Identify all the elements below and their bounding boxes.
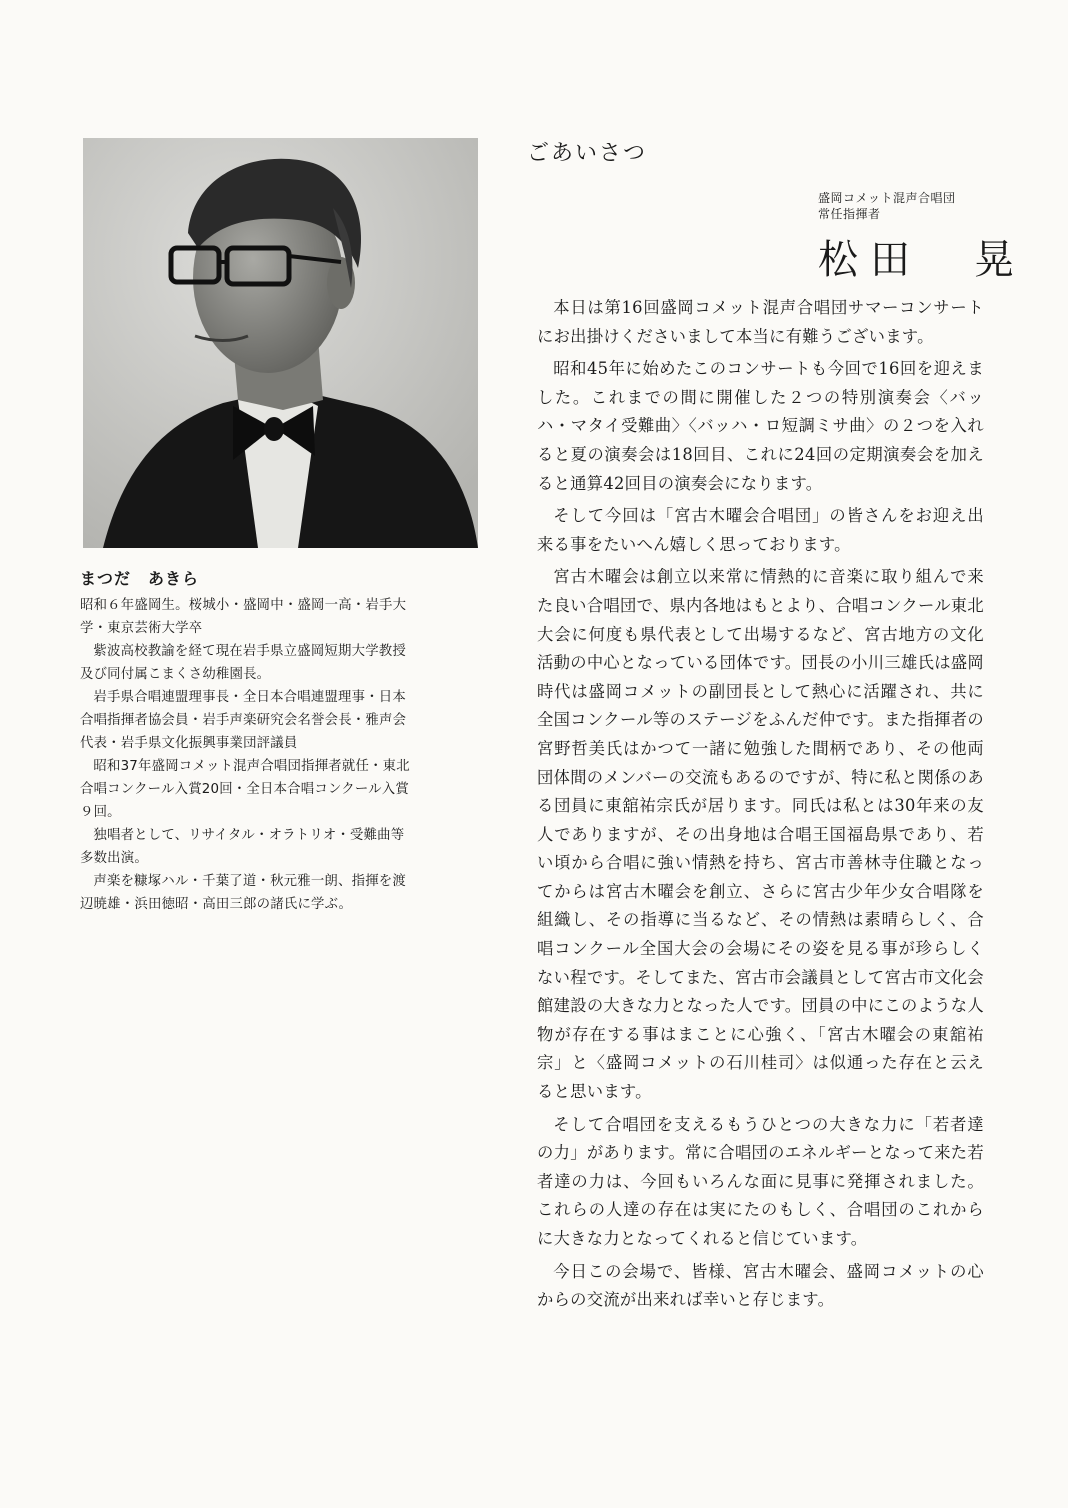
portrait-illustration xyxy=(83,138,478,548)
bio-paragraph: 昭和６年盛岡生。桜城小・盛岡中・盛岡一高・岩手大学・東京芸術大学卒 xyxy=(80,598,407,636)
bio-paragraph: 独唱者として、リサイタル・オラトリオ・受難曲等多数出演。 xyxy=(80,828,405,866)
conductor-affiliation xyxy=(818,190,956,222)
org-name: 盛岡コメット混声合唱団 xyxy=(818,191,956,205)
conductor-name: 松田 晃 xyxy=(818,237,1026,283)
greeting-paragraph: 本日は第16回盛岡コメット混声合唱団サマーコンサートにお出掛けくださいまして本当に有難うございます。 xyxy=(537,298,984,346)
conductor-portrait-photo xyxy=(83,138,478,548)
greeting-title: ごあいさつ xyxy=(527,141,648,166)
bio-paragraph: 昭和37年盛岡コメット混声合唱団指揮者就任・東北合唱コンクール入賞20回・全日本合唱コンクール入賞９回。 xyxy=(80,759,410,820)
bio-paragraph: 岩手県合唱連盟理事長・全日本合唱連盟理事・日本合唱指揮者協会員・岩手声楽研究会名誉会長・雅声会代表・岩手県文化振興事業団評議員 xyxy=(80,690,407,751)
greeting-paragraph: 今日この会場で、皆様、宮古木曜会、盛岡コメットの心からの交流が出来れば幸いと存じます。 xyxy=(537,1261,984,1310)
greeting-paragraph: 宮古木曜会は創立以来常に情熱的に音楽に取り組んで来た良い合唱団で、県内各地はもとより、合唱コンクール東北大会に何度も県代表として出場するなど、宮古地方の文化活動の中心となっている団体です。団長の小川三雄氏は盛岡時代は盛岡コメットの副団長として熱心に活躍され、共に全国コンクール等のステージをふんだ仲です。また指揮者の宮野哲美氏はかつて一諸に勉強した間柄であり、その他両団体間のメンバーの交流もあるのですが、特に私と関係のある団員に東舘祐宗氏が居ります。同氏は私とは30年来の友人でありますが、その出身地は合唱王国福島県であり、若い頃から合唱に強い情熱を持ち、宮古市善林寺住職となってからは宮古木曜会を創立、さらに宮古少年少女合唱隊を組織し、その指導に当るなど、その情熱は素晴らしく、合唱コンクール全国大会の会場にその姿を見る事が珍らしくない程です。そしてまた、宮古市会議員として宮古市文化会館建設の大きな力となった人です。団員の中にこのような人物が存在する事はまことに心強く、「宮古木曜会の東舘祐宗」と〈盛岡コメットの石川桂司〉は似通った存在と云えると思います。 xyxy=(537,567,984,1102)
bio-name: まつだ あきら xyxy=(80,569,200,588)
greeting-paragraph: 昭和45年に始めたこのコンサートも今回で16回を迎えました。これまでの間に開催した２つの特別演奏会〈バッハ・マタイ受難曲〉〈バッハ・ロ短調ミサ曲〉の２つを入れると夏の演奏会は18回目、これに24回の定期演奏会を加えると通算42回目の演奏会になります。 xyxy=(537,359,984,493)
bio-text xyxy=(80,594,410,916)
bio-paragraph: 紫波高校教諭を経て現在岩手県立盛岡短期大学教授及び同付属こまくさ幼稚園長。 xyxy=(80,644,406,682)
greeting-body xyxy=(537,294,984,1319)
greeting-paragraph: そして合唱団を支えるもうひとつの大きな力に「若者達の力」があります。常に合唱団のエネルギーとなって来た若者達の力は、今回もいろんな面に見事に発揮されました。これらの人達の存在は実にたのもしく、合唱団のこれからに大きな力となってくれると信じています。 xyxy=(537,1114,984,1248)
conductor-role: 常任指揮者 xyxy=(818,207,881,221)
greeting-paragraph: そして今回は「宮古木曜会合唱団」の皆さんをお迎え出来る事をたいへん嬉しく思っております。 xyxy=(537,506,984,554)
bio-paragraph: 声楽を糠塚ハル・千葉了道・秋元雅一朗、指揮を渡辺暁雄・浜田徳昭・高田三郎の諸氏に学ぶ。 xyxy=(80,874,406,912)
